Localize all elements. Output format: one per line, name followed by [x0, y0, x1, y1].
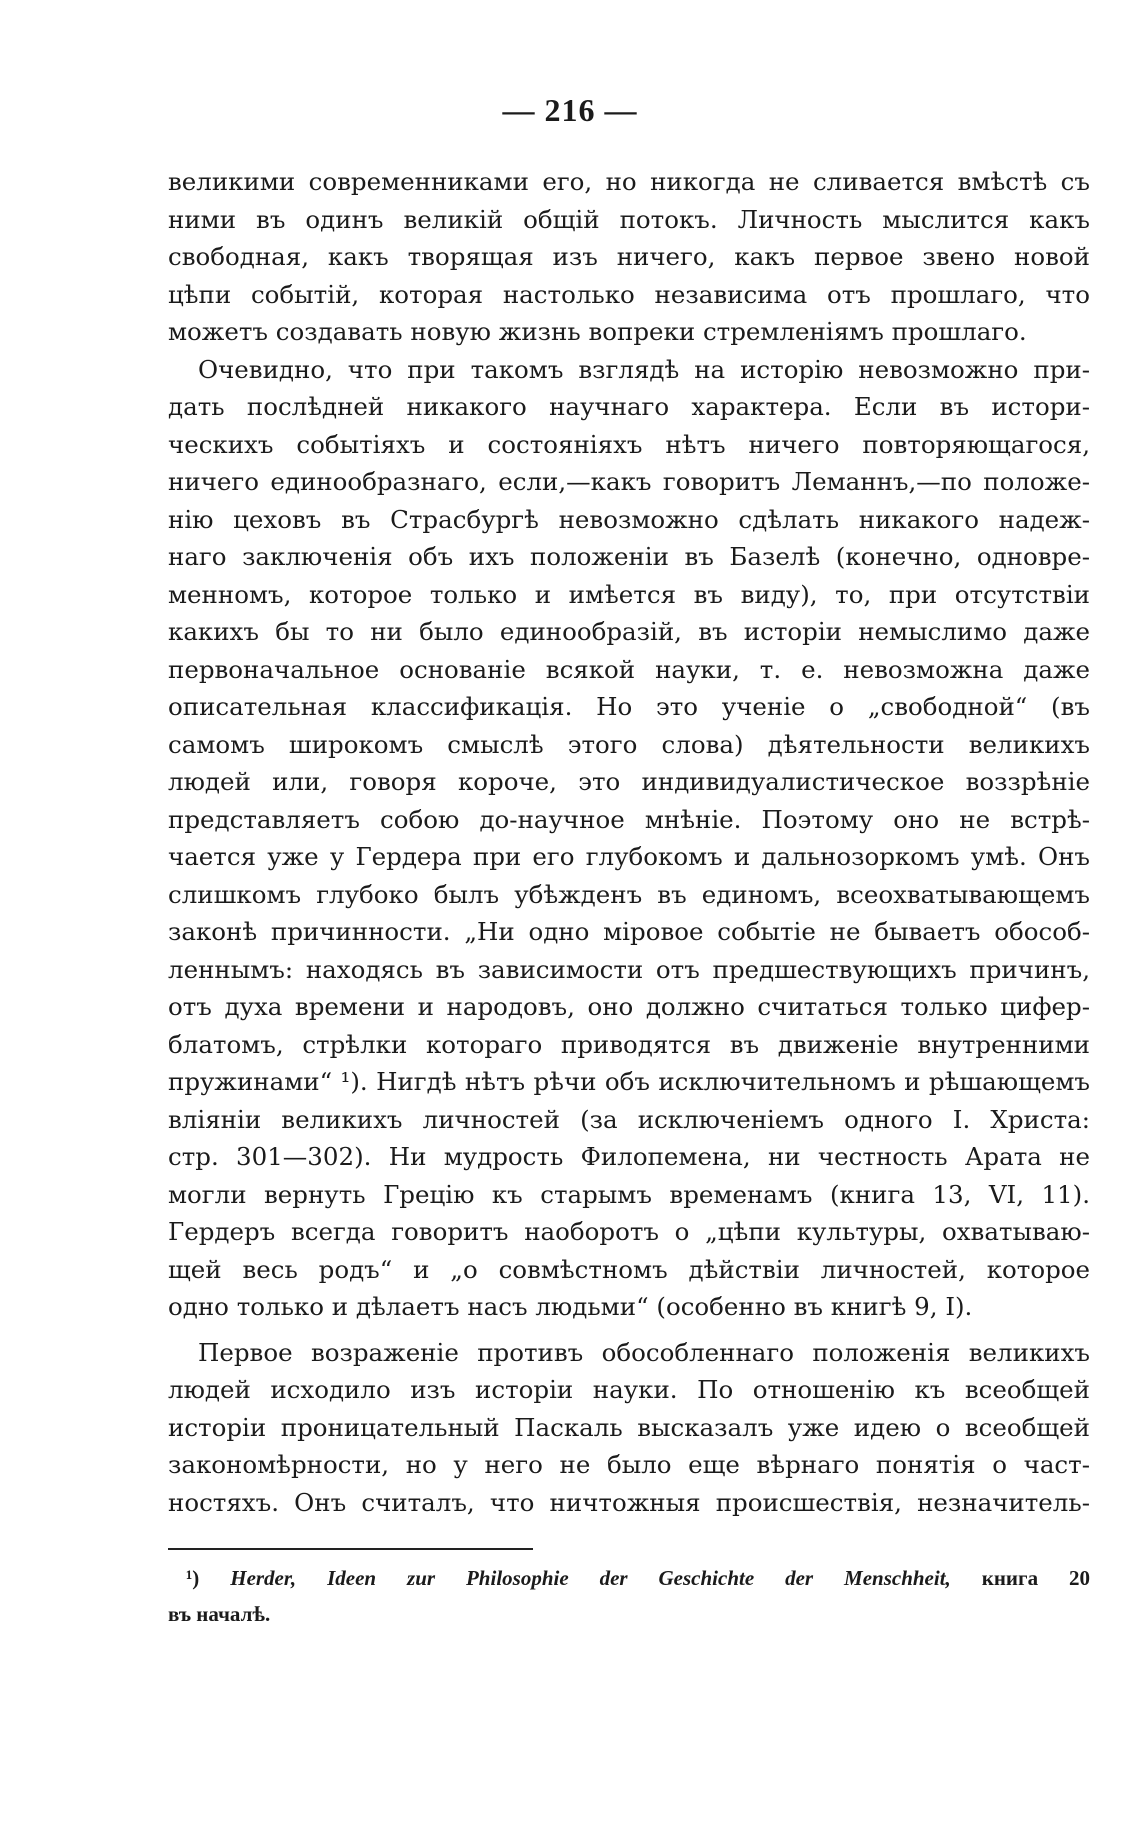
text-line: закономѣрности, но у него не было еще вѣрнаго понятія о част-: [168, 1450, 1090, 1479]
text-line: Первое возраженіе противъ обособленнаго положенія великихъ: [198, 1337, 1090, 1367]
text-line: первоначальное основаніе всякой науки, т. е. невозможна даже: [168, 654, 1090, 684]
footnote: [168, 1560, 1090, 1632]
footnote-line: [168, 1560, 1090, 1596]
text-line: блатомъ, стрѣлки котораго приводятся въ движеніе внутренними: [168, 1029, 1090, 1059]
text-line: нію цеховъ въ Страсбургѣ невозможно сдѣлать никакого надеж-: [168, 504, 1090, 534]
footnote-title: Ideen zur Philosophie der Geschichte der Menschheit,: [327, 1566, 951, 1590]
text-line: Гердеръ всегда говоритъ наоборотъ о „цѣпи культуры, охватываю-: [168, 1217, 1090, 1246]
text-line: могли вернуть Грецію къ старымъ временамъ (книга 13, VI, 11).: [168, 1179, 1090, 1209]
page-number: — 216 —: [502, 92, 638, 128]
text-line: отъ духа времени и народовъ, оно должно считаться только цифер-: [168, 992, 1090, 1021]
footnote-line: въ началѣ.: [168, 1602, 271, 1626]
text-line: цѣпи событій, которая настолько независима отъ прошлаго, что: [168, 279, 1090, 309]
body-text: [168, 163, 1090, 1521]
footnote-author: Herder,: [230, 1566, 297, 1590]
footnote-marker: ¹): [186, 1566, 200, 1590]
text-line: законѣ причинности. „Ни одно міровое событіе не бываетъ обособ-: [168, 917, 1090, 946]
text-line: какихъ бы то ни было единообразій, въ исторіи немыслимо даже: [168, 617, 1090, 646]
text-line: ничего единообразнаго, если,—какъ говоритъ Леманнъ,—по положе-: [168, 467, 1090, 496]
text-line: менномъ, которое только и имѣется въ виду), то, при отсутствіи: [168, 579, 1090, 609]
text-line: стр. 301—302). Ни мудрость Филопемена, ни честность Арата не: [168, 1142, 1090, 1171]
text-line: людей исходило изъ исторіи науки. По отношенію къ всеобщей: [168, 1375, 1090, 1404]
text-line: слишкомъ глубоко былъ убѣжденъ въ единомъ, всеохватывающемъ: [168, 879, 1090, 909]
text-line: одно только и дѣлаетъ насъ людьми“ (особенно въ книгѣ 9, І).: [168, 1292, 973, 1321]
text-line: Очевидно, что при такомъ взглядѣ на исторію невозможно при-: [198, 354, 1090, 384]
text-line: ческихъ событіяхъ и состояніяхъ нѣтъ ничего повторяющагося,: [168, 429, 1090, 459]
footnote-ref: книга 20: [981, 1566, 1091, 1590]
text-line: чается уже у Гердера при его глубокомъ и дальнозоркомъ умѣ. Онъ: [168, 842, 1090, 871]
text-line: самомъ широкомъ смыслѣ этого слова) дѣятельности великихъ: [168, 729, 1090, 759]
text-line: свободная, какъ творящая изъ ничего, какъ первое звено новой: [168, 242, 1090, 271]
text-line: пружинами“ ¹). Нигдѣ нѣтъ рѣчи объ исключительномъ и рѣшающемъ: [168, 1067, 1090, 1096]
text-line: ними въ одинъ великій общій потокъ. Личность мыслится какъ: [168, 204, 1090, 234]
text-line: наго заключенія объ ихъ положеніи въ Базелѣ (конечно, одновре-: [168, 542, 1090, 571]
text-line: вліяніи великихъ личностей (за исключеніемъ одного І. Христа:: [168, 1104, 1090, 1134]
text-line: щей весь родъ“ и „о совмѣстномъ дѣйствіи личностей, которое: [168, 1254, 1090, 1284]
text-line: людей или, говоря короче, это индивидуалистическое воззрѣніе: [168, 767, 1090, 796]
text-line: леннымъ: находясь въ зависимости отъ предшествующихъ причинъ,: [168, 954, 1090, 984]
text-line: представляетъ собою до-научное мнѣніе. Поэтому оно не встрѣ-: [168, 804, 1090, 834]
footnote-divider: [168, 1548, 533, 1550]
text-line: можетъ создавать новую жизнь вопреки стремленіямъ прошлаго.: [168, 317, 1027, 346]
text-line: исторіи проницательный Паскаль высказалъ уже идею о всеобщей: [168, 1412, 1090, 1442]
text-line: дать послѣдней никакого научнаго характера. Если въ истори-: [168, 392, 1090, 421]
text-line: ностяхъ. Онъ считалъ, что ничтожныя происшествія, незначитель-: [168, 1487, 1090, 1517]
text-line: описательная классификація. Но это ученіе о „свободной“ (въ: [168, 692, 1090, 721]
text-line: великими современниками его, но никогда не сливается вмѣстѣ съ: [168, 167, 1090, 196]
